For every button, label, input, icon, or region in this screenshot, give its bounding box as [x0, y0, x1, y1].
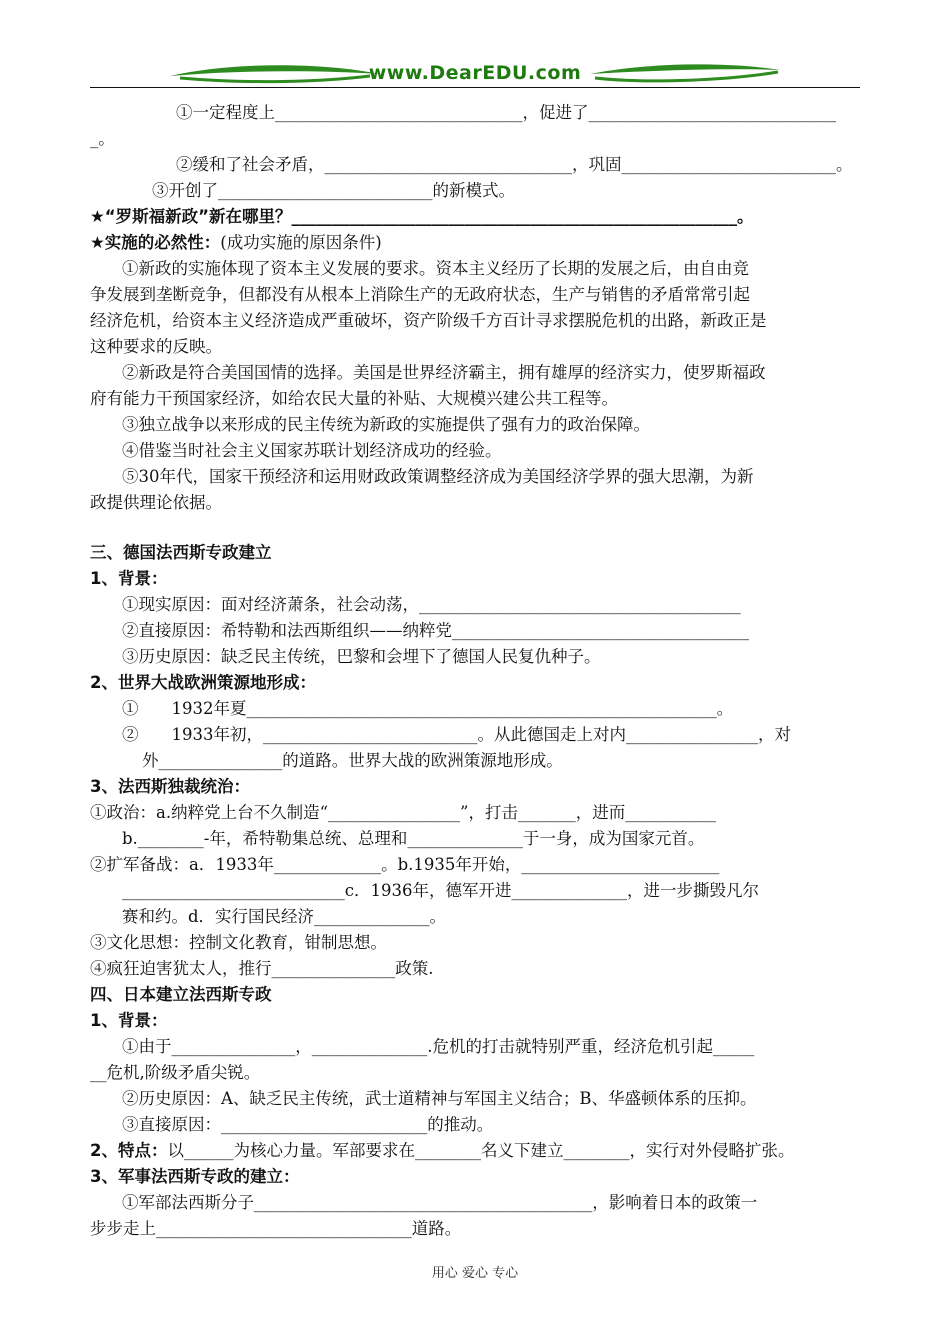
site-name: www.DearEDU.com — [368, 62, 582, 84]
text-line: 步步走上_______________________________道路。 — [90, 1219, 462, 1238]
text-line: 三、德国法西斯专政建立 — [90, 543, 272, 562]
text-line: ③历史原因：缺乏民主传统，巴黎和会埋下了德国人民复仇种子。 — [122, 647, 601, 666]
text-line: 四、日本建立法西斯专政 — [90, 985, 272, 1004]
text-line: 2、世界大战欧洲策源地形成： — [90, 673, 316, 692]
text-line: ①新政的实施体现了资本主义发展的要求。资本主义经历了长期的发展之后，由自由竞 — [122, 259, 749, 278]
text-line: ①现实原因：面对经济萧条，社会动荡，_______________________________________ — [122, 595, 741, 614]
text-line: ③开创了__________________________的新模式。 — [152, 181, 515, 200]
text-line: ③直接原因：_________________________的推动。 — [122, 1115, 494, 1134]
text-line: 经济危机，给资本主义经济造成严重破坏，资产阶级千方百计寻求摆脱危机的出路，新政正是 — [90, 311, 767, 330]
text-line: 3、军事法西斯专政的建立： — [90, 1167, 300, 1186]
text-line: ① 1932年夏_________________________________________________________。 — [122, 699, 734, 718]
text-line: 这种要求的反映。 — [90, 337, 222, 356]
text-line: ①军部法西斯分子_________________________________________，影响着日本的政策一 — [122, 1193, 758, 1212]
header-rule — [90, 87, 860, 88]
text-line — [90, 230, 860, 256]
bold-label: 2、特点： — [90, 1141, 168, 1160]
text-line: ①由于_______________，______________.危机的打击就特别严重，经济危机引起_____ — [122, 1037, 755, 1056]
text-line: 1、背景： — [90, 1011, 168, 1030]
text-line: ③独立战争以来形成的民主传统为新政的实施提供了强有力的政治保障。 — [122, 415, 650, 434]
text-line: b.________-年，希特勒集总统、总理和______________于一身，成为国家元首。 — [122, 829, 705, 848]
text-line: ___________________________c．1936年，德军开进______________，进一步撕毁凡尔 — [122, 881, 759, 900]
page-footer: 用心 爱心 专心 — [431, 1266, 519, 1281]
text-line: 政提供理论依据。 — [90, 493, 222, 512]
text-line: ④借鉴当时社会主义国家苏联计划经济成功的经验。 — [122, 441, 502, 460]
text-line: 府有能力干预国家经济，如给农民大量的补贴、大规模兴建公共工程等。 — [90, 389, 618, 408]
text-line: _。 — [90, 129, 115, 148]
text-line: ④疯狂迫害犹太人，推行_______________政策. — [90, 959, 434, 978]
text-line: ③文化思想：控制文化教育，钳制思想。 — [90, 933, 387, 952]
text-line: 3、法西斯独裁统治： — [90, 777, 250, 796]
line-text: (成功实施的原因条件) — [220, 233, 382, 252]
text-line: 赛和约。d．实行国民经济______________。 — [122, 907, 447, 926]
text-line: ② 1933年初，__________________________。从此德国走上对内________________，对 — [122, 725, 791, 744]
line-text: 以______为核心力量。军部要求在________名义下建立________，实行对外侵略扩张。 — [167, 1141, 795, 1160]
text-line: ②扩军备战：a．1933年_____________。b.1935年开始，________________________ — [90, 855, 720, 874]
text-line: ②历史原因：A、缺乏民主传统，武士道精神与军国主义结合；B、华盛顿体系的压抑。 — [122, 1089, 757, 1108]
text-line: __危机,阶级矛盾尖锐。 — [90, 1063, 261, 1082]
bold-label: ★实施的必然性： — [90, 233, 221, 252]
text-line — [90, 1138, 860, 1164]
text-line: ②直接原因：希特勒和法西斯组织——纳粹党____________________________________ — [122, 621, 749, 640]
spacer — [90, 516, 860, 540]
text-line: ①政治：a.纳粹党上台不久制造“________________”，打击_______，进而___________ — [90, 803, 716, 822]
worksheet-body — [90, 100, 860, 1242]
text-line: 争发展到垄断竞争，但都没有从根本上消除生产的无政府状态，生产与销售的矛盾常常引起 — [90, 285, 750, 304]
text-line: ⑤30年代，国家干预经济和运用财政政策调整经济成为美国经济学界的强大思潮，为新 — [122, 467, 754, 486]
text-line: ②新政是符合美国国情的选择。美国是世界经济霸主，拥有雄厚的经济实力，使罗斯福政 — [122, 363, 766, 382]
text-line: ②缓和了社会矛盾，______________________________，巩固__________________________。 — [176, 155, 853, 174]
text-line: ★“罗斯福新政”新在哪里？______________________________________________________。 — [90, 207, 754, 226]
text-line: ①一定程度上______________________________，促进了______________________________ — [176, 103, 836, 122]
text-line: 1、背景： — [90, 569, 168, 588]
text-line: 外_______________的道路。世界大战的欧洲策源地形成。 — [142, 751, 563, 770]
